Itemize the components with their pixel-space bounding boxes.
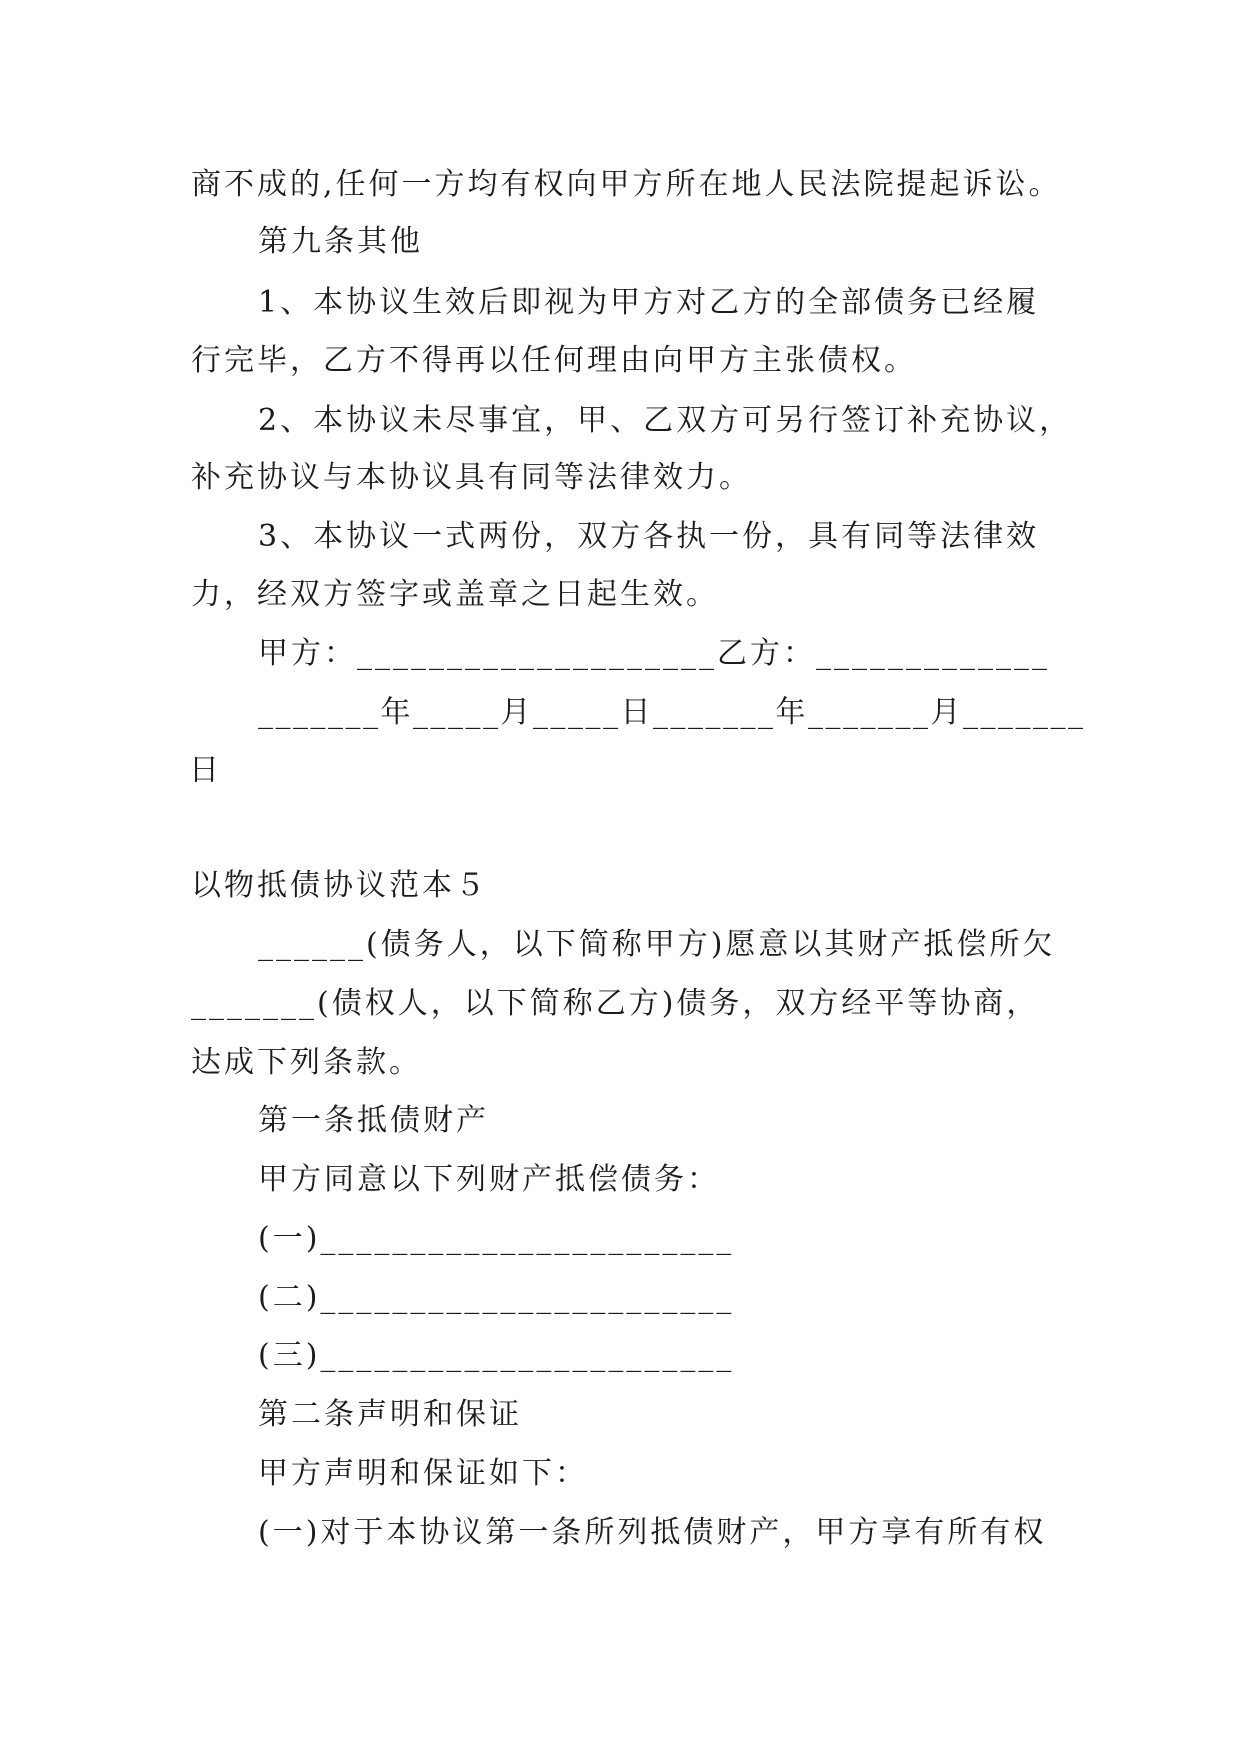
clause-9-item-3-line-2: 力，经双方签字或盖章之日起生效。 — [191, 577, 719, 612]
date-line: _______年_____月_____日_______年_______月_______ — [258, 695, 1086, 730]
signature-line: 甲方：____________________乙方：_____________ — [258, 636, 1050, 671]
clause-9-item-2-line-2: 补充协议与本协议具有同等法律效力。 — [191, 460, 752, 495]
clause-2-intro: 甲方声明和保证如下： — [258, 1456, 588, 1491]
clause-9-item-3-line-1: 3、本协议一式两份，双方各执一份，具有同等法律效 — [258, 519, 1040, 554]
clause-9-item-2-line-1: 2、本协议未尽事宜，甲、乙双方可另行签订补充协议， — [258, 403, 1073, 438]
date-line-tail: 日 — [189, 753, 222, 788]
preamble-line-2: _______(债权人，以下简称乙方)债务，双方经平等协商， — [191, 986, 1040, 1021]
preamble-line-3: 达成下列条款。 — [191, 1045, 422, 1080]
clause-2-heading: 第二条声明和保证 — [258, 1397, 522, 1432]
property-item-3: (三)_______________________ — [258, 1338, 735, 1373]
property-item-2: (二)_______________________ — [258, 1280, 735, 1315]
property-item-1: (一)_______________________ — [258, 1221, 735, 1256]
clause-8-continuation: 商不成的,任何一方均有权向甲方所在地人民法院提起诉讼。 — [191, 167, 1062, 202]
clause-2-item-1: (一)对于本协议第一条所列抵债财产，甲方享有所有权 — [258, 1515, 1047, 1550]
clause-1-intro: 甲方同意以下列财产抵偿债务： — [258, 1162, 720, 1197]
clause-9-heading: 第九条其他 — [258, 224, 423, 259]
clause-1-heading: 第一条抵债财产 — [258, 1103, 489, 1138]
section-title: 以物抵债协议范本５ — [191, 868, 488, 903]
preamble-line-1: ______(债务人，以下简称甲方)愿意以其财产抵偿所欠 — [258, 927, 1056, 962]
clause-9-item-1-line-1: 1、本协议生效后即视为甲方对乙方的全部债务已经履 — [258, 285, 1040, 320]
clause-9-item-1-line-2: 行完毕，乙方不得再以任何理由向甲方主张债权。 — [191, 343, 917, 378]
